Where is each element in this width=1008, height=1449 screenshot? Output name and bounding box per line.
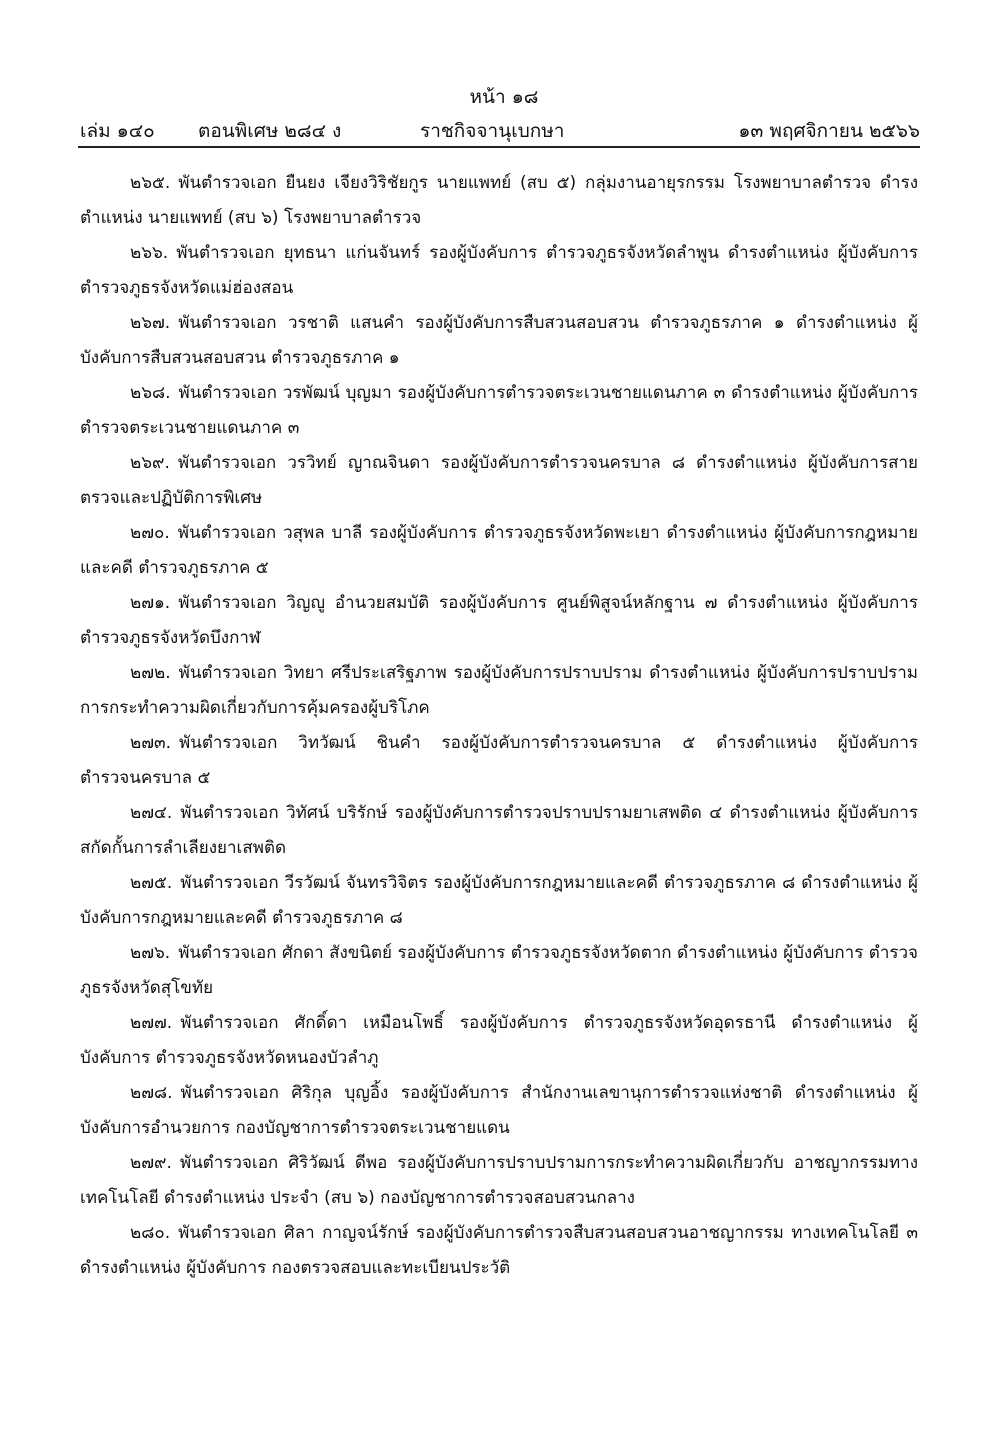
entry-text: พันตำรวจเอก ศักดา สังขนิตย์ รองผู้บังคับการ ตำรวจภูธรจังหวัดตาก ดำรงตำแหน่ง ผู้บังคับการ ตำรวจภูธรจังหวัดสุโขทัย <box>80 943 918 998</box>
entry-number: ๒๗๑. <box>130 593 171 613</box>
appointment-entry <box>80 1146 918 1216</box>
appointment-entry <box>80 306 918 376</box>
entry-text: พันตำรวจเอก ยุทธนา แก่นจันทร์ รองผู้บังคับการ ตำรวจภูธรจังหวัดลำพูน ดำรงตำแหน่ง ผู้บังคับการ ตำรวจภูธรจังหวัดแม่ฮ่องสอน <box>80 243 918 298</box>
entry-number: ๒๗๓. <box>130 733 172 753</box>
entry-number: ๒๖๕. <box>130 173 171 193</box>
appointment-entry <box>80 726 918 796</box>
entry-text: พันตำรวจเอก วรวิทย์ ญาณจินดา รองผู้บังคับการตำรวจนครบาล ๘ ดำรงตำแหน่ง ผู้บังคับการสายตรวจและปฏิบัติการพิเศษ <box>80 453 918 508</box>
appointment-entry <box>80 446 918 516</box>
header-date: ๑๓ พฤศจิกายน ๒๕๖๖ <box>738 120 920 142</box>
header-divider <box>78 146 920 148</box>
appointment-entry <box>80 866 918 936</box>
entry-number: ๒๗๐. <box>130 523 170 543</box>
appointment-entry <box>80 796 918 866</box>
entry-text: พันตำรวจเอก วีรวัฒน์ จันทรวิจิตร รองผู้บังคับการกฎหมายและคดี ตำรวจภูธรภาค ๘ ดำรงตำแหน่ง ผู้บังคับการกฎหมายและคดี ตำรวจภูธรภาค ๘ <box>80 873 918 928</box>
appointment-entry <box>80 656 918 726</box>
entry-text: พันตำรวจเอก วิทัศน์ บริรักษ์ รองผู้บังคับการตำรวจปราบปรามยาเสพติด ๔ ดำรงตำแหน่ง ผู้บังคับการสกัดกั้นการลำเลียงยาเสพติด <box>80 803 918 858</box>
entry-text: พันตำรวจเอก ศิริกุล บุญอิ้ง รองผู้บังคับการ สำนักงานเลขานุการตำรวจแห่งชาติ ดำรงตำแหน่ง ผู้บังคับการอำนวยการ กองบัญชาการตำรวจตระเวนชายแดน <box>80 1083 918 1138</box>
page-number: หน้า ๑๘ <box>469 86 539 108</box>
entry-number: ๒๗๖. <box>130 943 171 963</box>
appointment-list <box>80 166 918 1286</box>
appointment-entry <box>80 516 918 586</box>
appointment-entry <box>80 936 918 1006</box>
entry-text: พันตำรวจเอก ศิริวัฒน์ ดีพอ รองผู้บังคับการปราบปรามการกระทำความผิดเกี่ยวกับ อาชญากรรมทางเทคโนโลยี ดำรงตำแหน่ง ประจำ (สบ ๖) กองบัญชาการตำรวจสอบสวนกลาง <box>80 1153 918 1208</box>
entry-number: ๒๗๗. <box>130 1013 173 1033</box>
entry-text: พันตำรวจเอก ศิลา กาญจน์รักษ์ รองผู้บังคับการตำรวจสืบสวนสอบสวนอาชญากรรม ทางเทคโนโลยี ๓ ดำรงตำแหน่ง ผู้บังคับการ กองตรวจสอบและทะเบียนประวัติ <box>80 1223 918 1278</box>
appointment-entry <box>80 1006 918 1076</box>
entry-number: ๒๖๖. <box>130 243 169 263</box>
entry-text: พันตำรวจเอก ยืนยง เจียงวิริชัยกูร นายแพทย์ (สบ ๕) กลุ่มงานอายุรกรรม โรงพยาบาลตำรวจ ดำรงตำแหน่ง นายแพทย์ (สบ ๖) โรงพยาบาลตำรวจ <box>80 173 918 228</box>
appointment-entry <box>80 1216 918 1286</box>
appointment-entry <box>80 376 918 446</box>
header-gazette-title: ราชกิจจานุเบกษา <box>420 120 565 142</box>
entry-text: พันตำรวจเอก วสุพล บาลี รองผู้บังคับการ ตำรวจภูธรจังหวัดพะเยา ดำรงตำแหน่ง ผู้บังคับการกฎหมายและคดี ตำรวจภูธรภาค ๕ <box>80 523 918 578</box>
entry-number: ๒๗๘. <box>130 1083 173 1103</box>
entry-number: ๒๖๗. <box>130 313 171 333</box>
entry-text: พันตำรวจเอก วรพัฒน์ บุญมา รองผู้บังคับการตำรวจตระเวนชายแดนภาค ๓ ดำรงตำแหน่ง ผู้บังคับการตำรวจตระเวนชายแดนภาค ๓ <box>80 383 918 438</box>
entry-number: ๒๖๙. <box>130 453 170 473</box>
appointment-entry <box>80 586 918 656</box>
appointment-entry <box>80 236 918 306</box>
entry-number: ๒๘๐. <box>130 1223 171 1243</box>
entry-number: ๒๗๕. <box>130 873 173 893</box>
entry-number: ๒๗๒. <box>130 663 171 683</box>
entry-number: ๒๖๘. <box>130 383 171 403</box>
entry-text: พันตำรวจเอก วรชาติ แสนคำ รองผู้บังคับการสืบสวนสอบสวน ตำรวจภูธรภาค ๑ ดำรงตำแหน่ง ผู้บังคับการสืบสวนสอบสวน ตำรวจภูธรภาค ๑ <box>80 313 918 368</box>
entry-number: ๒๗๔. <box>130 803 173 823</box>
entry-number: ๒๗๙. <box>130 1153 172 1173</box>
appointment-entry <box>80 166 918 236</box>
entry-text: พันตำรวจเอก วิทวัฒน์ ชินคำ รองผู้บังคับการตำรวจนครบาล ๕ ดำรงตำแหน่ง ผู้บังคับการตำรวจนครบาล ๕ <box>80 733 918 788</box>
entry-text: พันตำรวจเอก วิทยา ศรีประเสริฐภาพ รองผู้บังคับการปราบปราม ดำรงตำแหน่ง ผู้บังคับการปราบปรามการกระทำความผิดเกี่ยวกับการคุ้มครองผู้บริโภค <box>80 663 918 718</box>
header-volume: เล่ม ๑๔๐ <box>80 120 155 142</box>
header-issue: ตอนพิเศษ ๒๘๔ ง <box>198 120 342 142</box>
appointment-entry <box>80 1076 918 1146</box>
entry-text: พันตำรวจเอก วิญญู อำนวยสมบัติ รองผู้บังคับการ ศูนย์พิสูจน์หลักฐาน ๗ ดำรงตำแหน่ง ผู้บังคับการ ตำรวจภูธรจังหวัดบึงกาฬ <box>80 593 918 648</box>
gazette-header <box>80 116 920 146</box>
entry-text: พันตำรวจเอก ศักดิ์ดา เหมือนโพธิ์ รองผู้บังคับการ ตำรวจภูธรจังหวัดอุดรธานี ดำรงตำแหน่ง ผู้บังคับการ ตำรวจภูธรจังหวัดหนองบัวลำภู <box>80 1013 918 1068</box>
